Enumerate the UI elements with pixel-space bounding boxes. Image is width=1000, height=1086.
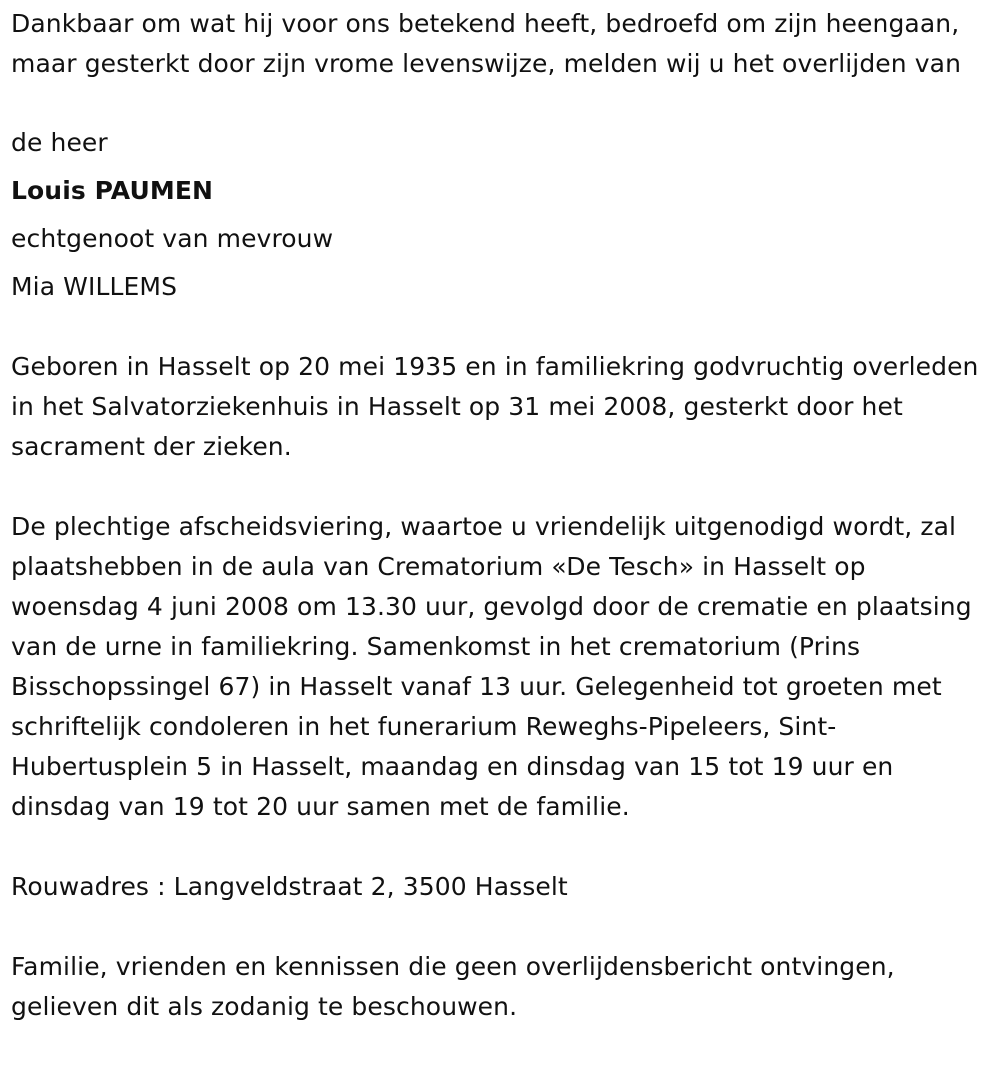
ceremony-paragraph: De plechtige afscheidsviering, waartoe u vriendelijk uitgenodigd wordt, zal plaatshebben in de aula van Crematorium «De Tesch» in Hasselt op woensdag 4 juni 2008 om 13.30 uur, gevolgd door de crematie en plaatsing van de urne in familiekring. Samenkomst in het crematorium (Prins Bisschopssingel 67) in Hasselt vanaf 13 uur. Gelegenheid tot groeten met schriftelijk condoleren in het funerarium Reweghs-Pipeleers, Sint-Hubertusplein 5 in Hasselt, maandag en dinsdag van 15 tot 19 uur en dinsdag van 19 tot 20 uur samen met de familie. xyxy=(11,512,972,821)
name-block xyxy=(11,119,990,311)
spouse-name: Mia WILLEMS xyxy=(11,272,178,301)
deceased-name: Louis PAUMEN xyxy=(11,176,214,205)
title-line: de heer xyxy=(11,128,108,157)
intro-paragraph: Dankbaar om wat hij voor ons betekend heeft, bedroefd om zijn heengaan, maar gesterkt door zijn vrome levenswijze, melden wij u het overlijden van xyxy=(11,9,962,78)
closing-paragraph: Familie, vrienden en kennissen die geen overlijdensbericht ontvingen, gelieven dit als zodanig te beschouwen. xyxy=(11,952,895,1021)
spouse-label: echtgenoot van mevrouw xyxy=(11,224,334,253)
address-line: Rouwadres : Langveldstraat 2, 3500 Hasselt xyxy=(11,872,568,901)
birth-death-paragraph: Geboren in Hasselt op 20 mei 1935 en in familiekring godvruchtig overleden in het Salvatorziekenhuis in Hasselt op 31 mei 2008, gesterkt door het sacrament der zieken. xyxy=(11,352,979,461)
